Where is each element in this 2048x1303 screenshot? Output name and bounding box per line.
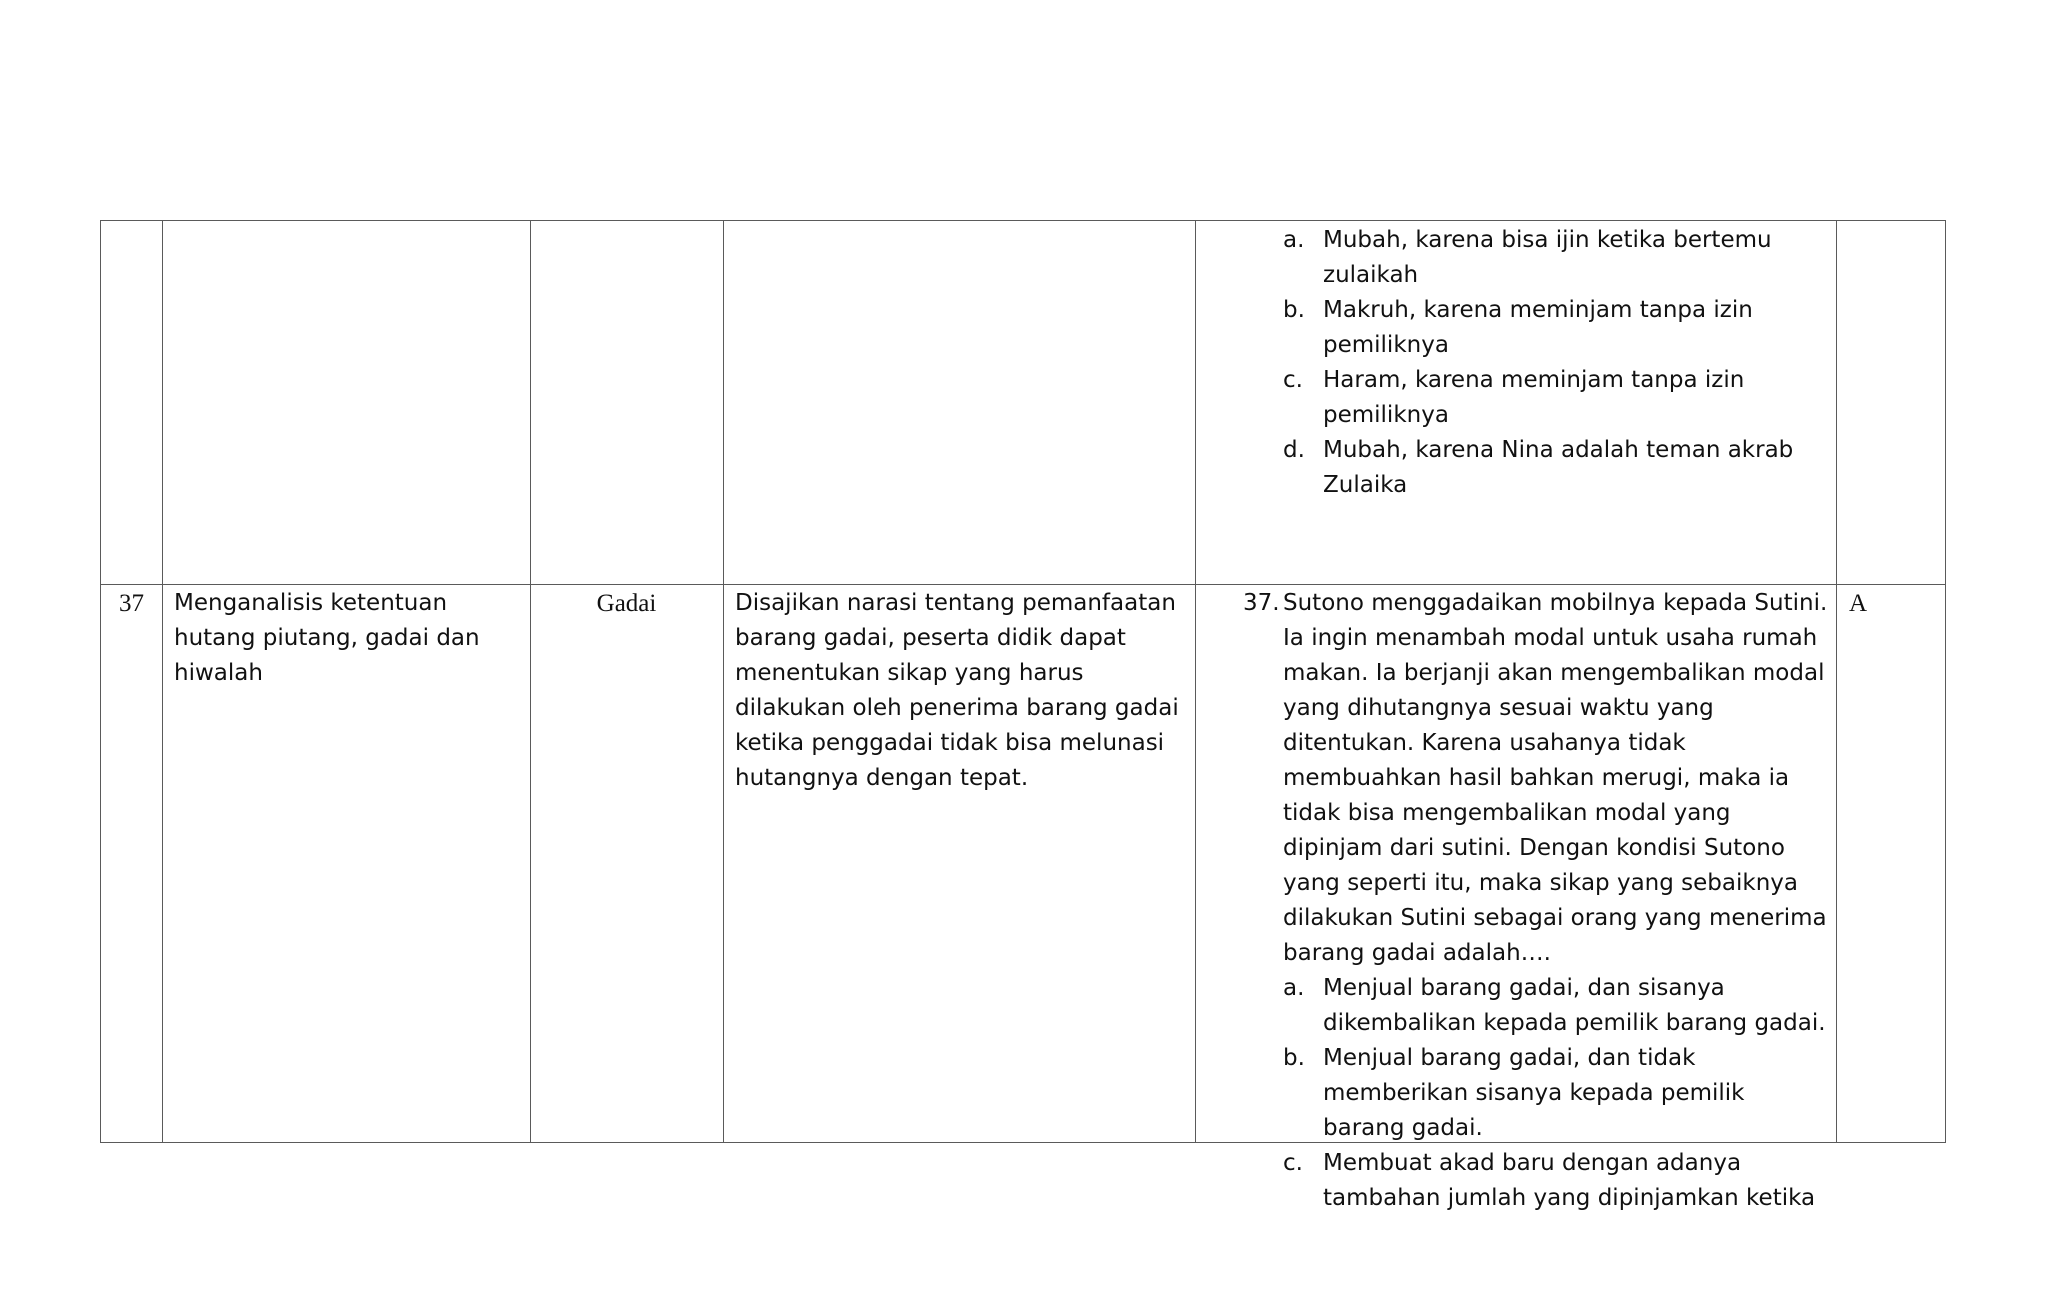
option-marker: a. [1283, 975, 1305, 1001]
option-marker: c. [1283, 367, 1303, 393]
option-text: Membuat akad baru dengan adanya tambahan jumlah yang dipinjamkan ketika [1323, 1150, 1816, 1211]
material-cell: Gadai [596, 590, 657, 617]
question-cell [1243, 586, 1831, 1216]
option-item [1283, 223, 1828, 293]
option-marker: c. [1283, 1150, 1303, 1176]
question-grid-table [100, 220, 1946, 1211]
row-number-cell: 37 [119, 590, 144, 617]
option-text: Menjual barang gadai, dan sisanya dikembalikan kepada pemilik barang gadai. [1323, 975, 1826, 1036]
column-divider [162, 221, 163, 1142]
prev-question-options-cell [1283, 223, 1828, 503]
answer-key-cell: A [1849, 590, 1868, 617]
question-options-list [1283, 971, 1831, 1216]
option-text: Haram, karena meminjam tanpa izin pemiliknya [1323, 367, 1745, 428]
row-divider [101, 584, 1945, 585]
option-text: Makruh, karena meminjam tanpa izin pemiliknya [1323, 297, 1753, 358]
prev-options-list [1283, 223, 1828, 503]
option-marker: d. [1283, 437, 1305, 463]
indicator-cell: Disajikan narasi tentang pemanfaatan barang gadai, peserta didik dapat menentukan sikap yang harus dilakukan oleh penerima barang gadai ketika penggadai tidak bisa melunasi hutangnya dengan tepat. [735, 590, 1179, 791]
option-text: Mubah, karena Nina adalah teman akrab Zulaika [1323, 437, 1794, 498]
option-text: Menjual barang gadai, dan tidak memberikan sisanya kepada pemilik barang gadai. [1323, 1045, 1745, 1141]
column-divider [723, 221, 724, 1142]
option-item [1283, 433, 1828, 503]
option-item [1283, 971, 1831, 1041]
competency-cell: Menganalisis ketentuan hutang piutang, gadai dan hiwalah [174, 590, 480, 686]
question-number: 37. [1243, 590, 1280, 616]
question-stem [1243, 586, 1831, 971]
option-item [1283, 363, 1828, 433]
option-text: Mubah, karena bisa ijin ketika bertemu zulaikah [1323, 227, 1772, 288]
option-marker: b. [1283, 297, 1305, 323]
question-text: Sutono menggadaikan mobilnya kepada Sutini. Ia ingin menambah modal untuk usaha rumah makan. Ia berjanji akan mengembalikan modal yang dihutangnya sesuai waktu yang ditentukan. Karena usahanya tidak membuahkan hasil bahkan merugi, maka ia tidak bisa mengembalikan modal yang dipinjam dari sutini. Dengan kondisi Sutono yang seperti itu, maka sikap yang sebaiknya dilakukan Sutini sebagai orang yang menerima barang gadai adalah…. [1283, 590, 1828, 966]
option-item [1283, 293, 1828, 363]
option-marker: b. [1283, 1045, 1305, 1071]
option-marker: a. [1283, 227, 1305, 253]
column-divider [1195, 221, 1196, 1142]
option-item [1283, 1146, 1831, 1216]
column-divider [530, 221, 531, 1142]
option-item [1283, 1041, 1831, 1146]
column-divider [1836, 221, 1837, 1142]
